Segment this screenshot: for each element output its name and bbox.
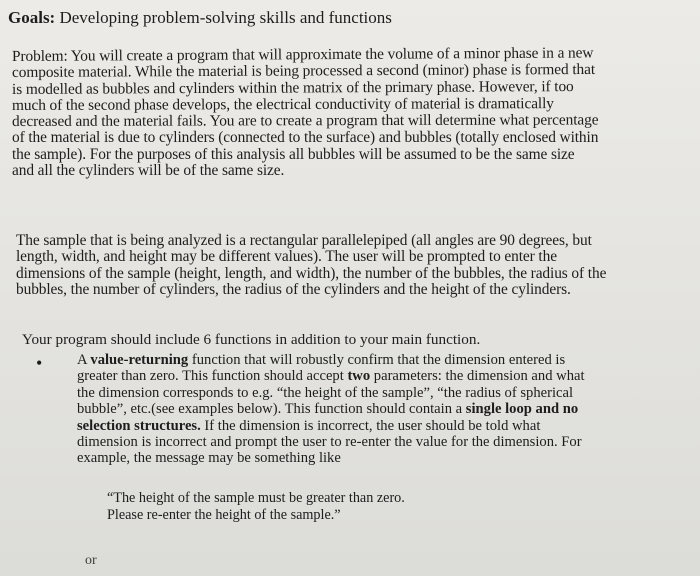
bullet-line: dimension is incorrect and prompt the user to re-enter the value for the dimension. For — [77, 434, 582, 451]
problem-line: much of the second phase develops, the electrical conductivity of material is dramatically — [11, 94, 554, 114]
problem-line: the sample). For the purposes of this analysis all bubbles will be assumed to be the same size — [12, 145, 575, 163]
problem-line: decreased and the material fails. You are to create a program that will determine what percentage — [11, 111, 599, 131]
bullet-marker: • — [36, 353, 43, 373]
bold-selection-structures: selection structures. — [77, 417, 201, 434]
example-message-line: “The height of the sample must be greater than zero. — [107, 490, 405, 506]
bullet-line: A value-returning function that will robustly confirm that the dimension entered is — [77, 352, 566, 368]
bullet-line: the dimension corresponds to e.g. “the height of the sample”, “the radius of spherical — [77, 384, 574, 401]
goals-heading — [8, 8, 392, 28]
sample-line: The sample that is being analyzed is a rectangular parallelepiped (all angles are 90 degrees, but — [16, 232, 592, 249]
sample-line: length, width, and height may be different values). The user will be prompted to enter the — [16, 248, 557, 266]
problem-line: Problem: You will create a program that will approximate the volume of a minor phase in a new — [11, 44, 594, 65]
problem-line: and all the cylinders will be of the same size. — [12, 162, 285, 180]
bold-value-returning: value-returning — [90, 352, 189, 368]
goals-label: Goals: — [8, 8, 56, 27]
problem-line: is modelled as bubbles and cylinders within the matrix of the primary phase. However, if too — [11, 77, 574, 98]
problem-line: of the material is due to cylinders (connected to the surface) and bubbles (totally enclosed within — [12, 129, 599, 147]
functions-intro: Your program should include 6 functions in addition to your main function. — [22, 331, 481, 348]
example-message-line: Please re-enter the height of the sample.” — [107, 507, 341, 523]
example-message — [107, 490, 405, 524]
bullet-line: example, the message may be something like — [77, 450, 341, 467]
or-text: or — [85, 553, 97, 568]
bullet-line: selection structures. If the dimension is incorrect, the user should be told what — [77, 417, 541, 434]
sample-line: dimensions of the sample (height, length, and width), the number of the bubbles, the radius of the — [16, 264, 607, 282]
bold-single-loop: single loop and no — [465, 401, 579, 418]
bold-two: two — [347, 368, 371, 385]
bullet-line: bubble”, etc.(see examples below). This function should contain a single loop and no — [77, 401, 579, 418]
sample-line: bubbles, the number of cylinders, the radius of the cylinders and the height of the cylinders. — [16, 280, 571, 298]
problem-line: composite material. While the material is being processed a second (minor) phase is formed that — [11, 61, 596, 82]
bullet-line: greater than zero. This function should accept two parameters: the dimension and what — [77, 368, 585, 385]
sample-paragraph — [16, 233, 606, 298]
function-bullet-item — [77, 352, 585, 467]
problem-paragraph — [11, 44, 599, 180]
goals-text: Developing problem-solving skills and functions — [55, 8, 392, 27]
